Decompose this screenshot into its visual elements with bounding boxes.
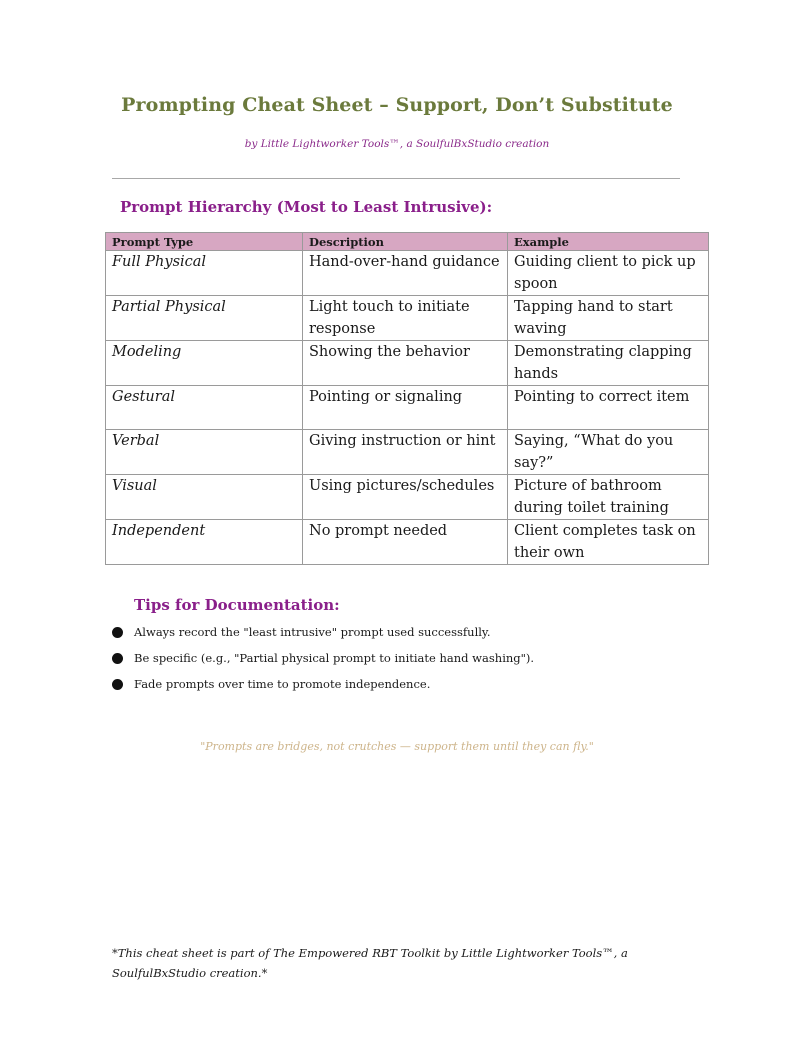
column-header-example: Example — [508, 233, 709, 251]
prompt-type-cell: Verbal — [106, 430, 303, 475]
table-row — [106, 341, 709, 386]
prompt-type-cell: Visual — [106, 475, 303, 520]
example-cell: Saying, “What do you say?” — [508, 430, 709, 475]
footnote: *This cheat sheet is part of The Empowered RBT Toolkit by Little Lightworker Tools™, a SoulfulBxStudio creation.* — [112, 946, 628, 980]
list-item — [112, 674, 534, 700]
column-header-description: Description — [303, 233, 508, 251]
table-row — [106, 386, 709, 430]
description-cell: Giving instruction or hint — [303, 430, 508, 475]
tip-text: Be specific (e.g., "Partial physical prompt to initiate hand washing"). — [134, 651, 535, 665]
list-item — [112, 622, 534, 648]
prompt-type-cell: Partial Physical — [106, 296, 303, 341]
example-cell: Demonstrating clapping hands — [508, 341, 709, 386]
description-cell: Hand-over-hand guidance — [303, 251, 508, 296]
description-cell: Using pictures/schedules — [303, 475, 508, 520]
example-cell: Client completes task on their own — [508, 520, 709, 565]
table-row — [106, 430, 709, 475]
prompt-hierarchy-heading: Prompt Hierarchy (Most to Least Intrusive): — [120, 198, 493, 216]
example-cell: Picture of bathroom during toilet training — [508, 475, 709, 520]
table-header-row — [106, 233, 709, 251]
list-item — [112, 648, 534, 674]
tip-text: Always record the "least intrusive" prompt used successfully. — [134, 625, 491, 639]
page-title: Prompting Cheat Sheet – Support, Don’t Substitute — [121, 94, 673, 116]
table-row — [106, 251, 709, 296]
quote: "Prompts are bridges, not crutches — support them until they can fly." — [200, 740, 594, 753]
byline: by Little Lightworker Tools™, a SoulfulBxStudio creation — [244, 138, 550, 150]
prompt-hierarchy-table — [105, 232, 709, 565]
column-header-prompt-type: Prompt Type — [106, 233, 303, 251]
example-cell: Pointing to correct item — [508, 386, 709, 430]
prompt-type-cell: Independent — [106, 520, 303, 565]
description-cell: No prompt needed — [303, 520, 508, 565]
bullet-icon — [112, 653, 123, 664]
prompt-type-cell: Gestural — [106, 386, 303, 430]
prompt-type-cell: Full Physical — [106, 251, 303, 296]
example-cell: Tapping hand to start waving — [508, 296, 709, 341]
bullet-icon — [112, 679, 123, 690]
tips-heading: Tips for Documentation: — [134, 596, 340, 614]
divider — [112, 178, 680, 179]
table-row — [106, 296, 709, 341]
tips-list — [112, 622, 534, 700]
description-cell: Showing the behavior — [303, 341, 508, 386]
example-cell: Guiding client to pick up spoon — [508, 251, 709, 296]
tip-text: Fade prompts over time to promote independence. — [134, 677, 431, 691]
table-row — [106, 520, 709, 565]
prompt-type-cell: Modeling — [106, 341, 303, 386]
table-row — [106, 475, 709, 520]
description-cell: Pointing or signaling — [303, 386, 508, 430]
bullet-icon — [112, 627, 123, 638]
description-cell: Light touch to initiate response — [303, 296, 508, 341]
